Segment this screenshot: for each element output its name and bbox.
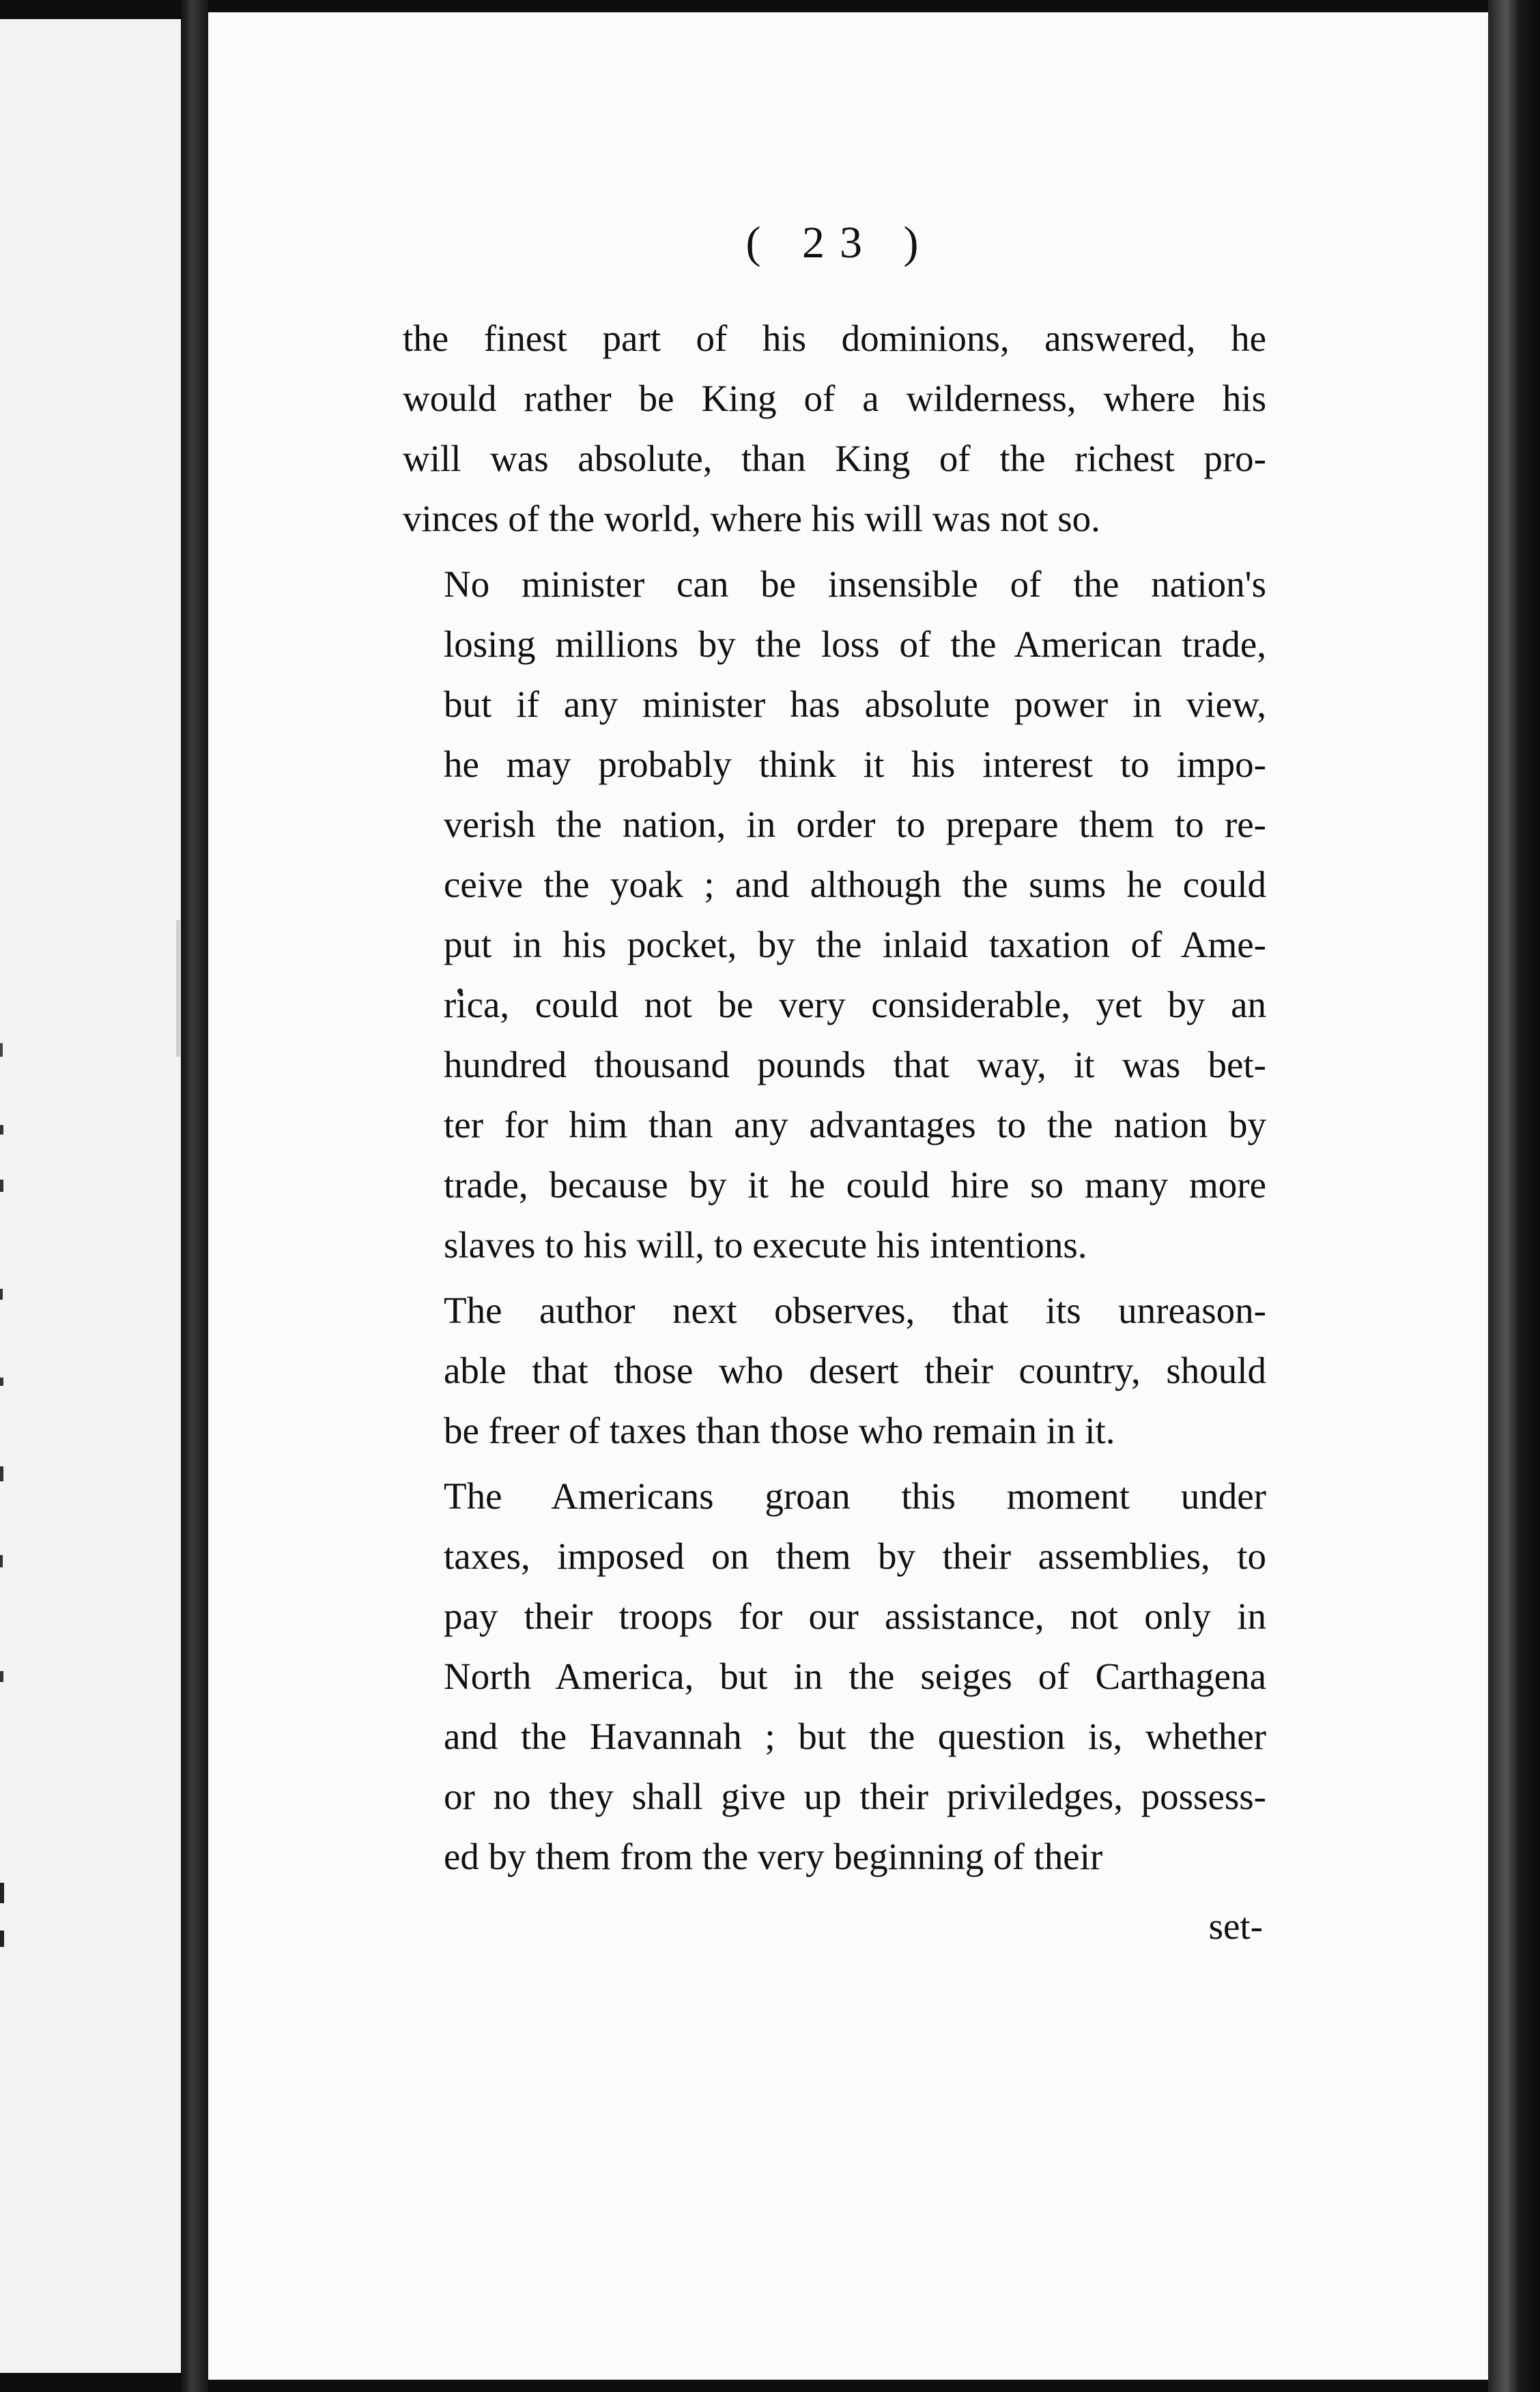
text-line: losing millions by the loss of the American trade, xyxy=(444,623,1266,665)
text-line: will was absolute, than King of the richest pro- xyxy=(403,438,1266,479)
text-line: rica, could not be very considerable, yet by an xyxy=(444,984,1266,1025)
paragraph xyxy=(403,1281,1266,1461)
text-line: he may probably think it his interest to impo- xyxy=(444,743,1266,785)
body-text xyxy=(403,309,1266,1892)
text-line: and the Havannah ; but the question is, whether xyxy=(444,1715,1266,1757)
text-line: ceive the yoak ; and although the sums he could xyxy=(444,864,1266,905)
text-line: hundred thousand pounds that way, it was bet- xyxy=(444,1044,1266,1085)
text-line: trade, because by it he could hire so many more xyxy=(444,1164,1266,1206)
text-line: would rather be King of a wilderness, where his xyxy=(403,378,1266,419)
text-line: pay their troops for our assistance, not only in xyxy=(444,1595,1266,1637)
text-line: ter for him than any advantages to the nation by xyxy=(444,1104,1266,1145)
text-line: No minister can be insensible of the nation's xyxy=(444,563,1266,605)
text-line: The Americans groan this moment under xyxy=(444,1475,1266,1517)
text-line: put in his pocket, by the inlaid taxation of Ame- xyxy=(444,924,1266,965)
page-number: ( 23 ) xyxy=(745,218,934,268)
paragraph xyxy=(403,1466,1266,1887)
text-line: vinces of the world, where his will was not so. xyxy=(403,498,1100,539)
text-line: slaves to his will, to execute his intentions. xyxy=(444,1224,1087,1266)
page-fore-edge xyxy=(1488,0,1540,2392)
text-line: The author next observes, that its unreason- xyxy=(444,1290,1266,1331)
paragraph xyxy=(403,554,1266,1275)
text-line: North America, but in the seiges of Carthagena xyxy=(444,1655,1266,1697)
facing-page-edge xyxy=(0,19,181,2373)
text-line: ed by them from the very beginning of their xyxy=(444,1836,1103,1877)
text-line: be freer of taxes than those who remain in it. xyxy=(444,1410,1115,1451)
paragraph xyxy=(403,309,1266,549)
catchword: set- xyxy=(1208,1905,1263,1947)
text-line: taxes, imposed on them by their assemblies, to xyxy=(444,1535,1266,1577)
text-line: or no they shall give up their priviledges, possess- xyxy=(444,1776,1266,1817)
book-gutter xyxy=(181,0,208,2392)
text-line: but if any minister has absolute power in view, xyxy=(444,683,1266,725)
facing-page-bleed-marks xyxy=(0,19,181,2373)
text-line: verish the nation, in order to prepare them to re- xyxy=(444,803,1266,845)
text-line: able that those who desert their country, should xyxy=(444,1350,1266,1391)
text-line: the finest part of his dominions, answered, he xyxy=(403,317,1266,359)
